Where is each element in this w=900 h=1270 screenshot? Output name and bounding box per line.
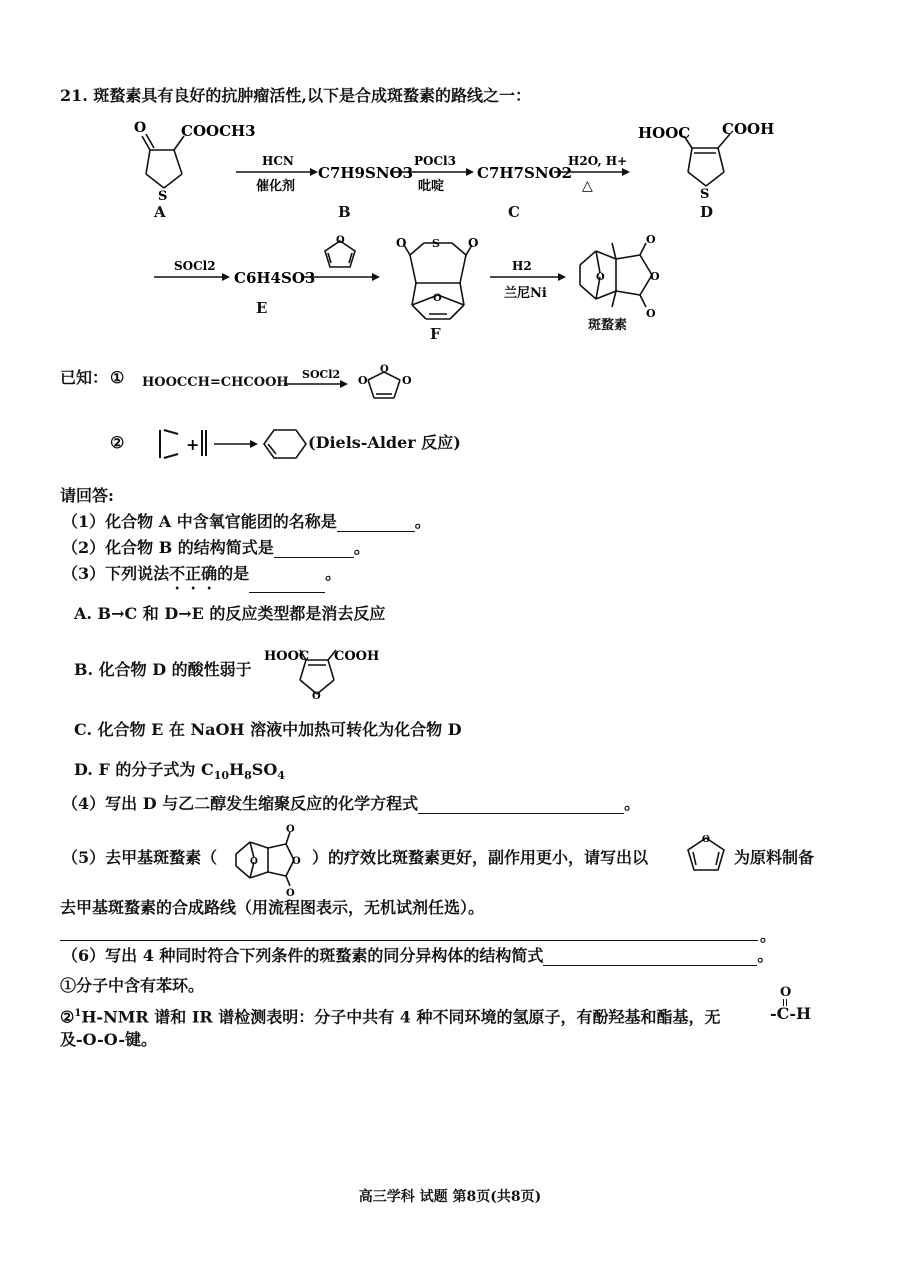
compound-A-oxygen: O (134, 120, 147, 136)
question-intro-text: 斑蝥素具有良好的抗肿瘤活性,以下是合成斑蝥素的路线之一： (93, 86, 531, 105)
svg-text:O: O (292, 856, 301, 867)
question-5-part-b: ）的疗效比斑蝥素更好，副作用更小，请写出以 (312, 848, 649, 867)
svg-text:O: O (286, 824, 295, 835)
label-F: F (430, 325, 441, 343)
question-4: （4）写出 D 与乙二醇发生缩聚反应的化学方程式 。 (62, 794, 641, 813)
maleic-anhydride-structure (368, 372, 400, 398)
option-B-text: B. 化合物 D 的酸性弱于 (74, 660, 252, 679)
question-3: （3）下列说法不正确的是 。 (62, 564, 341, 593)
svg-text:O: O (380, 364, 389, 375)
arrow-6-reagent: H2 (512, 259, 532, 273)
compound-A-sulfur: S (158, 189, 168, 204)
compound-D-structure (684, 134, 730, 186)
svg-text:O: O (396, 236, 407, 250)
compound-A-structure (142, 134, 184, 188)
option-B-left: HOOC (264, 649, 310, 664)
cantharidin-structure (580, 243, 652, 307)
svg-text:O: O (250, 857, 258, 867)
question-6: （6）写出 4 种同时符合下列条件的斑蝥素的同分异构体的结构简式 。 (62, 946, 774, 965)
answer-blank-4[interactable] (418, 797, 624, 814)
svg-text:O: O (650, 270, 660, 283)
svg-text:O: O (358, 374, 368, 387)
svg-text:O: O (402, 374, 412, 387)
compound-F-structure (404, 243, 472, 319)
known-item2-note: (Diels-Alder 反应) (308, 433, 461, 452)
question-intro (60, 86, 531, 106)
answer-blank-3[interactable] (249, 576, 325, 593)
known-item1-reactant: HOOCCH=CHCOOH (142, 375, 289, 390)
question-5-part-c: 为原料制备 (734, 848, 815, 867)
label-A: A (154, 203, 166, 221)
question-5-part-a: （5）去甲基斑蝥素（ (62, 848, 218, 867)
option-A: A. B→C 和 D→E 的反应类型都是消去反应 (74, 604, 386, 623)
label-E: E (256, 299, 268, 317)
compound-E-formula: C6H4SO3 (234, 269, 316, 287)
scheme-row-1 (0, 110, 900, 230)
furan-icon (684, 832, 730, 876)
cyclohexene-structure (264, 430, 306, 458)
answer-line-5[interactable] (60, 940, 758, 941)
svg-text:O: O (468, 236, 479, 250)
question-5-line-2: 去甲基斑蝥素的合成路线（用流程图表示，无机试剂任选）。 (60, 898, 485, 917)
svg-text:O: O (702, 835, 710, 845)
question-number: 21. (60, 86, 88, 105)
svg-text:O: O (312, 691, 321, 702)
known-label: 已知： (60, 368, 109, 387)
label-D: D (700, 203, 714, 221)
arrow-3-reagent: H2O, H+ (568, 154, 628, 168)
arrow-4-reagent: SOCl2 (174, 259, 216, 273)
label-C: C (508, 203, 520, 221)
answer-blank-6[interactable] (543, 949, 757, 966)
arrow-1-reagent: HCN (262, 154, 294, 168)
question-1: （1）化合物 A 中含氧官能团的名称是 。 (62, 512, 431, 531)
compound-B-formula: C7H9SNO3 (318, 164, 414, 182)
option-C: C. 化合物 E 在 NaOH 溶液中加热可转化为化合物 D (74, 720, 462, 739)
option-D: D. F 的分子式为 $C_{10}H_8SO_4$ (74, 760, 285, 783)
label-B: B (338, 203, 351, 221)
condition-1: ①分子中含有苯环。 (60, 976, 205, 995)
known-item2-num: ② (110, 433, 125, 452)
scheme-row-2 (0, 225, 900, 345)
known-item1-reagent: SOCl2 (302, 368, 341, 381)
arrow-1-condition: 催化剂 (256, 179, 296, 194)
known-item1-num: ① (110, 368, 125, 387)
answer-prompt: 请回答: (60, 486, 114, 505)
option-B-right: COOH (334, 649, 380, 664)
norcantharidin-structure (228, 820, 312, 896)
emphasis-not-correct: 不正确 (169, 564, 218, 583)
option-B-structure (262, 642, 392, 702)
aldehyde-group-text: -C-H (770, 1004, 812, 1023)
arrow-3-condition: △ (582, 178, 593, 194)
question-5-period: 。 (760, 926, 777, 945)
compound-D-left: HOOC (638, 124, 691, 142)
svg-text:O: O (336, 235, 345, 246)
answer-blank-2[interactable] (274, 541, 354, 558)
page-footer: 高三学科 试题 第8页(共8页) (358, 1189, 542, 1205)
condition-2: ②$^1$H-NMR 谱和 IR 谱检测表明：分子中共有 4 种不同环境的氢原子，有酚羟基和酯基，无 (60, 1007, 721, 1027)
svg-text:+: + (186, 435, 200, 454)
svg-text:O: O (646, 307, 656, 320)
arrow-2-condition: 吡啶 (418, 179, 445, 194)
svg-text:O: O (433, 293, 442, 304)
known-item1-scheme (280, 360, 440, 410)
compound-D-right: COOH (722, 120, 775, 138)
arrow-2-reagent: POCl3 (414, 154, 456, 168)
svg-text:O: O (596, 272, 605, 283)
label-cantharidin: 斑蝥素 (588, 318, 628, 333)
condition-2-line-2: 及-O-O-键。 (60, 1030, 157, 1049)
svg-text:S: S (432, 237, 440, 250)
answer-blank-1[interactable] (337, 515, 415, 532)
aldehyde-group: O -C-H (770, 985, 812, 1023)
question-2: （2）化合物 B 的结构简式是 。 (62, 538, 370, 557)
arrow-6-condition: 兰尼Ni (504, 286, 547, 301)
known-item2-scheme (150, 420, 320, 470)
svg-text:O: O (286, 888, 295, 896)
compound-A-ester: COOCH3 (181, 122, 256, 140)
compound-D-sulfur: S (700, 187, 710, 202)
compound-C-formula: C7H7SNO2 (477, 164, 573, 182)
svg-text:O: O (646, 233, 656, 246)
